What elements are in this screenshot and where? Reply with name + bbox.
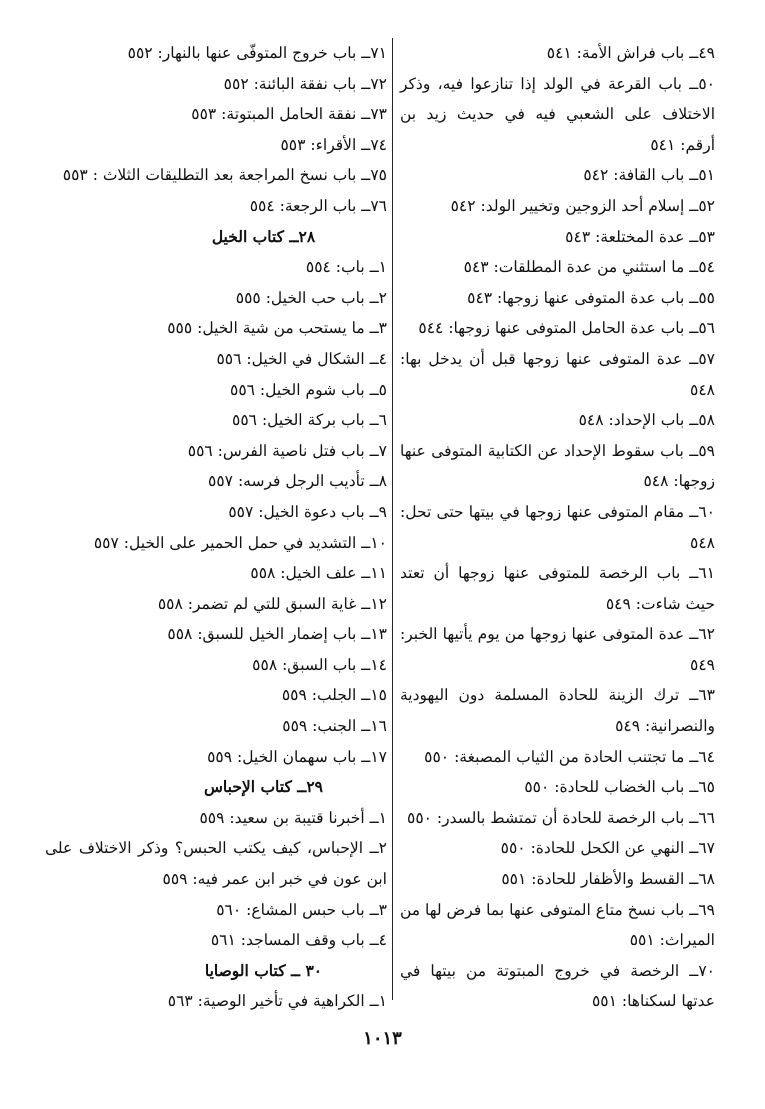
index-entry: ٦٢ــ عدة المتوفى عنها زوجها من يوم يأتيها الخبر: ٥٤٩ [400,625,715,674]
index-entry: ١٤ــ باب السبق: ٥٥٨ [252,655,387,674]
index-entry: ٦١ــ باب الرخصة للمتوفى عنها زوجها أن تعتد حيث شاءت: ٥٤٩ [400,564,715,613]
index-entry: ١ــ باب: ٥٥٤ [305,258,387,277]
index-column-right [400,38,715,1017]
index-entry: ٥٧ــ عدة المتوفى عنها زوجها قبل أن يدخل بها: ٥٤٨ [400,349,715,399]
index-entry: ٥ــ باب شوم الخيل: ٥٥٦ [230,380,387,399]
index-entry: ٥٥ــ باب عدة المتوفى عنها زوجها: ٥٤٣ [467,288,715,307]
index-entry: ١٧ــ باب سهمان الخيل: ٥٥٩ [207,747,387,766]
index-entry: ٧٥ــ باب نسخ المراجعة بعد التطليقات الثلاث : ٥٥٣ [62,166,387,185]
index-entry: ٦ــ باب بركة الخيل: ٥٥٦ [232,411,387,430]
index-entry: ٩ــ باب دعوة الخيل: ٥٥٧ [228,502,387,521]
index-entry: ٥٢ــ إسلام أحد الزوجين وتخيير الولد: ٥٤٢ [450,196,715,215]
index-entry: ٧٠ــ الرخصة في خروج المبتوتة من بيتها في عدتها لسكناها: ٥٥١ [400,961,715,1011]
index-entry: ١٠ــ التشديد في حمل الحمير على الخيل: ٥٥٧ [93,533,387,552]
column-divider [392,38,393,1000]
index-entry: ٦٥ــ باب الخضاب للحادة: ٥٥٠ [524,778,715,797]
index-entry: ٧ــ باب فتل ناصية الفرس: ٥٥٦ [187,441,387,460]
index-entry: ٣ــ ما يستحب من شية الخيل: ٥٥٥ [167,319,387,338]
index-entry: ٧٣ــ نفقة الحامل المبتوتة: ٥٥٣ [191,105,387,124]
index-entry: ٢ــ الإحباس، كيف يكتب الحبس؟ وذكر الاختلاف على ابن عون في خبر ابن عمر فيه: ٥٥٩ [45,839,387,889]
index-entry: ٧١ــ باب خروج المتوفّى عنها بالنهار: ٥٥٢ [127,44,387,62]
index-column-left [45,38,387,1017]
index-entry: ٤٩ــ باب فراش الأمة: ٥٤١ [546,44,715,62]
index-entry: ٨ــ تأديب الرجل فرسه: ٥٥٧ [208,472,387,491]
index-entry: ١٥ــ الجلب: ٥٥٩ [281,686,387,705]
page-number: ١٠١٣ [363,1028,402,1049]
index-entry: ٥٣ــ عدة المختلعة: ٥٤٣ [565,227,715,246]
index-entry: ١ــ الكراهية في تأخير الوصية: ٥٦٣ [167,992,387,1011]
section-heading: ٢٩ــ كتاب الإحباس [204,777,323,797]
index-entry: ٢ــ باب حب الخيل: ٥٥٥ [235,288,387,307]
section-heading: ٣٠ ــ كتاب الوصايا [204,960,323,980]
index-entry: ٦٩ــ باب نسخ متاع المتوفى عنها بما فرض لها من الميراث: ٥٥١ [400,900,715,950]
index-entry: ٧٢ــ باب نفقة البائنة: ٥٥٢ [223,74,387,93]
section-heading: ٢٨ــ كتاب الخيل [211,226,316,246]
index-entry: ١١ــ علف الخيل: ٥٥٨ [250,564,387,583]
index-entry: ٣ــ باب حبس المشاع: ٥٦٠ [216,900,387,919]
index-entry: ٧٦ــ باب الرجعة: ٥٥٤ [249,196,387,215]
index-entry: ٦٦ــ باب الرخصة للحادة أن تمتشط بالسدر: ٥٥٠ [407,808,715,827]
index-entry: ٥١ــ باب القافة: ٥٤٢ [583,166,715,185]
index-entry: ١٢ــ غاية السبق للتي لم تضمر: ٥٥٨ [157,594,387,613]
index-entry: ٥٠ــ باب القرعة في الولد إذا تنازعوا فيه، وذكر الاختلاف على الشعبي فيه في حديث زيد بن أرقم: ٥٤١ [400,74,715,154]
index-entry: ٥٩ــ باب سقوط الإحداد عن الكتابية المتوفى عنها زوجها: ٥٤٨ [400,441,715,491]
index-entry: ٦٤ــ ما تجتنب الحادة من الثياب المصبغة: ٥٥٠ [424,747,715,766]
index-entry: ٥٤ــ ما استثني من عدة المطلقات: ٥٤٣ [463,258,715,277]
index-entry: ٧٤ــ الأقراء: ٥٥٣ [280,135,387,154]
index-entry: ٦٠ــ مقام المتوفى عنها زوجها في بيتها حتى تحل: ٥٤٨ [400,502,715,552]
index-entry: ١ــ أخبرنا قتيبة بن سعيد: ٥٥٩ [199,808,387,827]
index-entry: ١٣ــ باب إضمار الخيل للسبق: ٥٥٨ [167,625,387,644]
index-entry: ١٦ــ الجنب: ٥٥٩ [282,717,387,736]
index-entry: ٦٣ــ ترك الزينة للحادة المسلمة دون اليهودية والنصرانية: ٥٤٩ [400,686,715,736]
index-entry: ٤ــ الشكال في الخيل: ٥٥٦ [216,349,387,368]
index-entry: ٦٨ــ القسط والأظفار للحادة: ٥٥١ [501,870,715,889]
index-entry: ٤ــ باب وقف المساجد: ٥٦١ [210,931,387,950]
index-entry: ٥٦ــ باب عدة الحامل المتوفى عنها زوجها: ٥٤٤ [418,319,715,338]
index-entry: ٦٧ــ النهي عن الكحل للحادة: ٥٥٠ [500,839,715,858]
index-entry: ٥٨ــ باب الإحداد: ٥٤٨ [578,411,715,430]
